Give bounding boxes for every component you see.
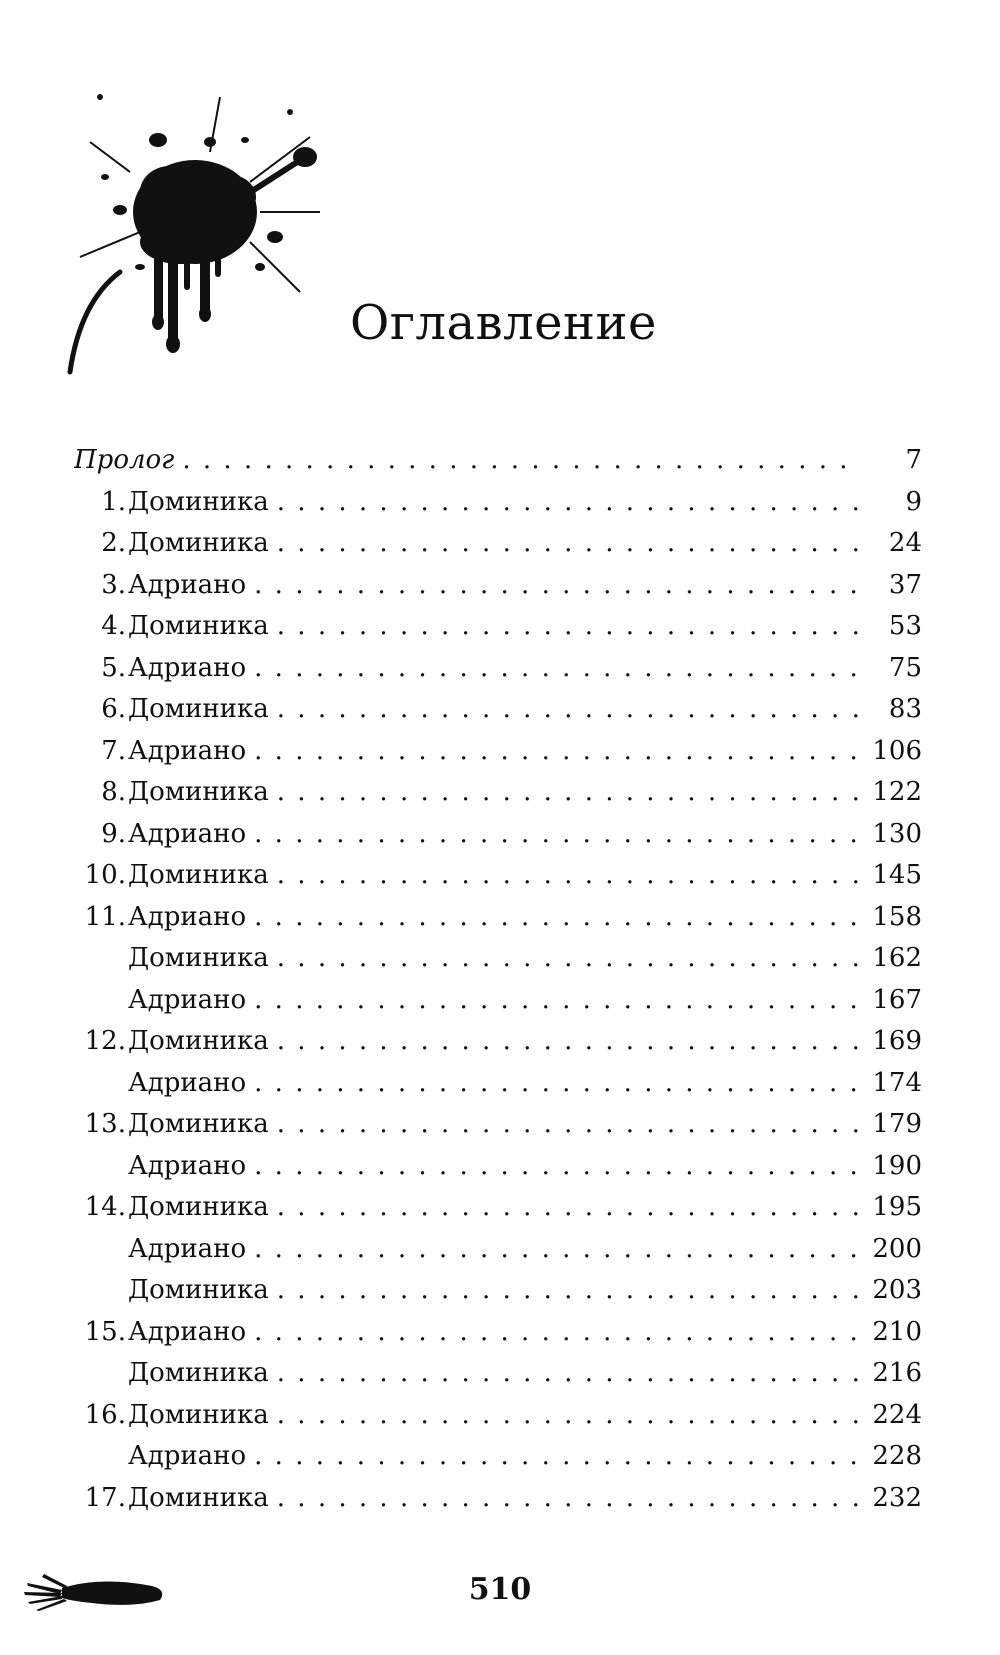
toc-entry-page: 195 [864, 1187, 922, 1229]
toc-entry-number: 8. [101, 777, 126, 807]
toc-entry-number: 1. [101, 486, 126, 517]
toc-entry-page: 106 [864, 731, 922, 773]
toc-entry-title: Адриано [128, 1234, 254, 1264]
toc-entry-title: Адриано [128, 1068, 254, 1098]
toc-entry [74, 523, 922, 565]
toc-entry [74, 565, 922, 607]
toc-entry [74, 1187, 922, 1229]
toc-entry [74, 440, 922, 482]
toc-entry-number: 4. [101, 611, 126, 641]
toc-entry-number: 15. [84, 1316, 126, 1347]
toc-entry-number: 9. [101, 818, 126, 849]
toc-entry [74, 1146, 922, 1188]
ink-splash-icon [60, 82, 350, 402]
table-of-contents [74, 440, 922, 1519]
toc-entry [74, 1353, 922, 1395]
toc-entry-title: Доминика [128, 487, 277, 517]
toc-entry-page: 158 [864, 897, 922, 939]
toc-entry-title: Пролог [74, 445, 182, 475]
toc-entry [74, 1270, 922, 1312]
toc-entry-page: 130 [864, 814, 922, 856]
toc-entry-title: Адриано [128, 985, 254, 1015]
toc-entry-title: Адриано [128, 570, 254, 600]
toc-entry-number: 5. [101, 652, 126, 683]
toc-entry-page: 224 [864, 1395, 922, 1437]
toc-entry-number: 14. [84, 1192, 126, 1222]
toc-entry-title: Доминика [128, 1109, 277, 1139]
toc-entry-title: Доминика [128, 1192, 277, 1222]
toc-entry-page: 228 [864, 1436, 922, 1478]
toc-entry [74, 1104, 922, 1146]
toc-entry-title: Адриано [128, 819, 254, 849]
toc-entry-number: 7. [101, 735, 126, 766]
toc-entry-title: Доминика [128, 943, 277, 973]
toc-entry-title: Доминика [128, 1275, 277, 1305]
page-title: Оглавление [350, 295, 657, 351]
toc-entry [74, 482, 922, 524]
toc-entry [74, 731, 922, 773]
toc-entry-number: 2. [101, 528, 126, 558]
toc-entry [74, 897, 922, 939]
toc-entry-number: 6. [101, 694, 126, 724]
toc-entry-page: 169 [864, 1021, 922, 1063]
toc-entry-page: 216 [864, 1353, 922, 1395]
toc-entry-title: Доминика [128, 1400, 277, 1430]
toc-entry-page: 162 [864, 938, 922, 980]
toc-entry [74, 648, 922, 690]
toc-entry [74, 1436, 922, 1478]
toc-entry-title: Адриано [128, 1317, 254, 1347]
toc-entry-title: Адриано [128, 1441, 254, 1471]
toc-entry-page: 145 [864, 855, 922, 897]
toc-entry-page: 179 [864, 1104, 922, 1146]
toc-entry [74, 1021, 922, 1063]
toc-entry-title: Адриано [128, 1151, 254, 1181]
toc-entry-page: 167 [864, 980, 922, 1022]
toc-entry [74, 980, 922, 1022]
toc-entry-title: Адриано [128, 653, 254, 683]
toc-entry-title: Доминика [128, 860, 277, 890]
toc-entry-number: 13. [84, 1109, 126, 1139]
toc-entry-title: Доминика [128, 528, 277, 558]
toc-entry-page: 210 [864, 1312, 922, 1354]
toc-entry [74, 938, 922, 980]
toc-entry [74, 1478, 922, 1520]
toc-entry-page: 75 [864, 648, 922, 690]
toc-entry-title: Доминика [128, 1026, 277, 1056]
toc-entry-page: 200 [864, 1229, 922, 1271]
toc-entry-number: 3. [101, 569, 126, 600]
toc-entry-page: 7 [864, 440, 922, 482]
toc-entry-page: 83 [864, 689, 922, 731]
toc-entry [74, 1312, 922, 1354]
toc-entry [74, 814, 922, 856]
toc-entry-number: 12. [84, 1026, 126, 1056]
toc-entry-number: 10. [84, 860, 126, 890]
toc-entry-page: 122 [864, 772, 922, 814]
toc-entry-title: Доминика [128, 1483, 277, 1513]
toc-entry-page: 232 [864, 1478, 922, 1520]
toc-entry [74, 606, 922, 648]
toc-entry [74, 772, 922, 814]
toc-entry-page: 203 [864, 1270, 922, 1312]
toc-entry-page: 37 [864, 565, 922, 607]
toc-entry-title: Доминика [128, 611, 277, 641]
toc-entry [74, 1229, 922, 1271]
toc-entry-number: 16. [84, 1399, 126, 1430]
toc-entry-page: 190 [864, 1146, 922, 1188]
toc-entry-title: Адриано [128, 736, 254, 766]
toc-entry [74, 1063, 922, 1105]
toc-entry-title: Доминика [128, 777, 277, 807]
toc-entry [74, 1395, 922, 1437]
toc-entry-page: 9 [864, 482, 922, 524]
toc-entry-number: 11. [84, 901, 126, 932]
toc-entry-title: Доминика [128, 694, 277, 724]
toc-entry-number: 17. [84, 1482, 126, 1513]
toc-entry-page: 174 [864, 1063, 922, 1105]
toc-entry-title: Доминика [128, 1358, 277, 1388]
toc-entry-title: Адриано [128, 902, 254, 932]
toc-entry [74, 855, 922, 897]
toc-entry-page: 53 [864, 606, 922, 648]
toc-entry [74, 689, 922, 731]
toc-entry-page: 24 [864, 523, 922, 565]
page-number: 510 [468, 1572, 532, 1607]
